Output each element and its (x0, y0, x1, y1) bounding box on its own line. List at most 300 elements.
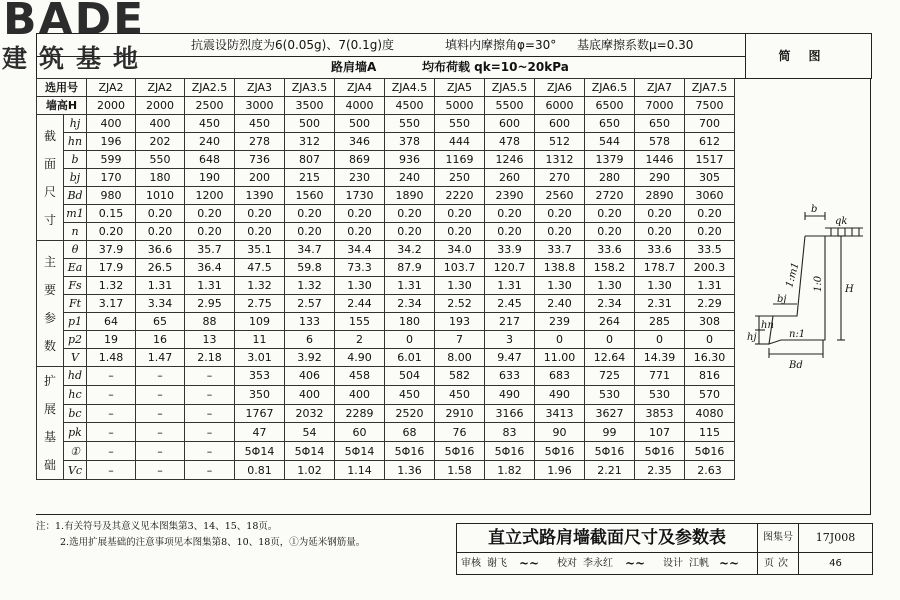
value-cell: 2.52 (435, 295, 485, 313)
symbol-cell: Ea (64, 259, 87, 277)
logo-sub-text: 建筑基地 (2, 44, 151, 73)
value-cell: 47.5 (235, 259, 285, 277)
column-header: ZJA3 (235, 79, 285, 97)
value-cell: 109 (235, 313, 285, 331)
value-cell: 34.2 (385, 241, 435, 259)
value-cell: – (185, 404, 235, 423)
value-cell: 1767 (235, 404, 285, 423)
value-cell: 2 (335, 331, 385, 349)
value-cell: 26.5 (136, 259, 185, 277)
value-cell: 7 (435, 331, 485, 349)
value-cell: – (185, 385, 235, 404)
value-cell: 133 (285, 313, 335, 331)
value-cell: 2.35 (635, 461, 685, 480)
value-cell: 3.34 (136, 295, 185, 313)
symbol-cell: Vc (64, 461, 87, 480)
value-cell: 4080 (685, 404, 735, 423)
value-cell: 0.20 (435, 205, 485, 223)
dim-hj-label: hj (747, 332, 757, 343)
value-cell: 400 (136, 115, 185, 133)
table-header (36, 33, 746, 79)
value-cell: 3.92 (285, 349, 335, 367)
value-cell: 200 (235, 169, 285, 187)
value-cell: 16.30 (685, 349, 735, 367)
value-cell: – (136, 404, 185, 423)
value-cell: 170 (87, 169, 136, 187)
value-cell: 34.4 (335, 241, 385, 259)
dim-h-label: H (845, 284, 854, 295)
table-row-select-no (37, 79, 735, 97)
value-cell: 11.00 (535, 349, 585, 367)
designer-signature: ~~ (719, 556, 740, 570)
note-1: 注：1.有关符号及其意义见本图集第3、14、15、18页。 (36, 521, 278, 532)
value-cell: 305 (685, 169, 735, 187)
value-cell: 350 (235, 385, 285, 404)
value-cell: 240 (185, 133, 235, 151)
value-cell: 1312 (535, 151, 585, 169)
value-cell: 530 (585, 385, 635, 404)
slope-n-label: n:1 (789, 329, 806, 340)
value-cell: 1.30 (335, 277, 385, 295)
title-block (456, 523, 873, 575)
symbol-cell: m1 (64, 205, 87, 223)
table-bottom-border (36, 514, 871, 515)
value-cell: 33.6 (585, 241, 635, 259)
value-cell: 700 (685, 115, 735, 133)
checker-name: 李永红 (583, 558, 613, 569)
value-cell: 980 (87, 187, 136, 205)
value-cell: 807 (285, 151, 335, 169)
table-row (37, 461, 735, 480)
sketch-panel (745, 78, 871, 515)
value-cell: 115 (685, 423, 735, 442)
value-cell: 0.20 (485, 223, 535, 241)
value-cell: 490 (535, 385, 585, 404)
group-label: 主 要 参 数 (37, 241, 64, 367)
column-header: ZJA5.5 (485, 79, 535, 97)
wall-height-label: 墙高H (37, 97, 87, 115)
value-cell: 550 (385, 115, 435, 133)
value-cell: 2910 (435, 404, 485, 423)
value-cell: 0.20 (635, 223, 685, 241)
value-cell: 4.90 (335, 349, 385, 367)
value-cell: 353 (235, 367, 285, 386)
value-cell: 599 (87, 151, 136, 169)
value-cell: 2.34 (385, 295, 435, 313)
dim-bj-label: bj (777, 294, 787, 305)
height-cell: 2000 (136, 97, 185, 115)
value-cell: 158.2 (585, 259, 635, 277)
value-cell: 250 (435, 169, 485, 187)
table-row (37, 205, 735, 223)
value-cell: 3166 (485, 404, 535, 423)
value-cell: 103.7 (435, 259, 485, 277)
value-cell: 1517 (685, 151, 735, 169)
value-cell: 76 (435, 423, 485, 442)
value-cell: 400 (335, 385, 385, 404)
page-number: 46 (829, 558, 842, 569)
value-cell: 35.7 (185, 241, 235, 259)
value-cell: – (136, 385, 185, 404)
group-label: 截 面 尺 寸 (37, 115, 64, 241)
select-no-label: 选用号 (37, 79, 87, 97)
value-cell: 1.32 (285, 277, 335, 295)
value-cell: 3853 (635, 404, 685, 423)
value-cell: 450 (185, 115, 235, 133)
value-cell: 138.8 (535, 259, 585, 277)
value-cell: 1246 (485, 151, 535, 169)
check-label: 校对 (557, 558, 577, 569)
value-cell: 2390 (485, 187, 535, 205)
height-cell: 3500 (285, 97, 335, 115)
table-row (37, 367, 735, 386)
value-cell: 816 (685, 367, 735, 386)
symbol-cell: hj (64, 115, 87, 133)
value-cell: 0.20 (235, 205, 285, 223)
value-cell: 0.20 (385, 205, 435, 223)
value-cell: 0 (635, 331, 685, 349)
fill-friction-angle: 填料内摩擦角φ=30° (445, 38, 557, 52)
value-cell: 155 (335, 313, 385, 331)
header-conditions (37, 34, 746, 57)
table-row (37, 133, 735, 151)
value-cell: 0.20 (87, 223, 136, 241)
value-cell: 2289 (335, 404, 385, 423)
symbol-cell: hc (64, 385, 87, 404)
value-cell: 180 (385, 313, 435, 331)
value-cell: 5Φ16 (685, 442, 735, 461)
value-cell: 35.1 (235, 241, 285, 259)
symbol-cell: bc (64, 404, 87, 423)
table-row (37, 349, 735, 367)
dim-qk-label: qk (835, 216, 848, 227)
value-cell: 0.20 (335, 205, 385, 223)
atlas-no-label: 图集号 (758, 524, 799, 553)
value-cell: 8.00 (435, 349, 485, 367)
table-row (37, 187, 735, 205)
value-cell: 0.20 (285, 223, 335, 241)
column-header: ZJA4.5 (385, 79, 435, 97)
value-cell: 1169 (435, 151, 485, 169)
value-cell: 0.20 (485, 205, 535, 223)
symbol-cell: hn (64, 133, 87, 151)
value-cell: 771 (635, 367, 685, 386)
value-cell: 73.3 (335, 259, 385, 277)
value-cell: 582 (435, 367, 485, 386)
group-label: 扩 展 基 础 (37, 367, 64, 480)
value-cell: 400 (87, 115, 136, 133)
symbol-cell: p1 (64, 313, 87, 331)
value-cell: 19 (87, 331, 136, 349)
symbol-cell: hd (64, 367, 87, 386)
value-cell: 1.30 (435, 277, 485, 295)
value-cell: 280 (585, 169, 635, 187)
value-cell: 450 (385, 385, 435, 404)
dim-b-label: b (811, 204, 818, 215)
symbol-cell: b (64, 151, 87, 169)
value-cell: 239 (535, 313, 585, 331)
value-cell: 59.8 (285, 259, 335, 277)
value-cell: – (136, 461, 185, 480)
value-cell: 1446 (635, 151, 685, 169)
value-cell: 400 (285, 385, 335, 404)
value-cell: – (87, 367, 136, 386)
value-cell: 2.95 (185, 295, 235, 313)
value-cell: 240 (385, 169, 435, 187)
value-cell: 11 (235, 331, 285, 349)
value-cell: 99 (585, 423, 635, 442)
column-header: ZJA7.5 (685, 79, 735, 97)
value-cell: 869 (335, 151, 385, 169)
height-cell: 2000 (87, 97, 136, 115)
wall-type: 路肩墙A (331, 60, 377, 74)
value-cell: 2.40 (535, 295, 585, 313)
value-cell: 1.36 (385, 461, 435, 480)
table-row (37, 404, 735, 423)
value-cell: 478 (485, 133, 535, 151)
value-cell: 5Φ14 (285, 442, 335, 461)
value-cell: 450 (435, 385, 485, 404)
value-cell: 0.20 (535, 223, 585, 241)
value-cell: 0.20 (635, 205, 685, 223)
value-cell: 0.20 (285, 205, 335, 223)
column-header: ZJA6 (535, 79, 585, 97)
value-cell: 550 (435, 115, 485, 133)
height-cell: 7500 (685, 97, 735, 115)
table-row (37, 151, 735, 169)
value-cell: 33.6 (635, 241, 685, 259)
symbol-cell: pk (64, 423, 87, 442)
value-cell: 0.20 (185, 205, 235, 223)
table-row (37, 115, 735, 133)
value-cell: 1200 (185, 187, 235, 205)
table-row (37, 277, 735, 295)
signature-row (457, 553, 758, 574)
symbol-cell: ① (64, 442, 87, 461)
value-cell: 260 (485, 169, 535, 187)
atlas-no: 17J008 (799, 524, 872, 553)
value-cell: 2720 (585, 187, 635, 205)
value-cell: 308 (685, 313, 735, 331)
value-cell: 1.32 (87, 277, 136, 295)
value-cell: 180 (136, 169, 185, 187)
value-cell: 60 (335, 423, 385, 442)
value-cell: 200.3 (685, 259, 735, 277)
value-cell: – (136, 442, 185, 461)
value-cell: 504 (385, 367, 435, 386)
value-cell: 2.44 (335, 295, 385, 313)
value-cell: 544 (585, 133, 635, 151)
column-header: ZJA2 (136, 79, 185, 97)
uniform-load: 均布荷载 qk=10~20kPa (422, 60, 569, 74)
value-cell: 1.02 (285, 461, 335, 480)
value-cell: 458 (335, 367, 385, 386)
checker-signature: ~~ (625, 556, 646, 570)
symbol-cell: Ft (64, 295, 87, 313)
value-cell: 1.32 (235, 277, 285, 295)
value-cell: 1.82 (485, 461, 535, 480)
value-cell: 36.6 (136, 241, 185, 259)
column-header: ZJA3.5 (285, 79, 335, 97)
value-cell: 0 (535, 331, 585, 349)
value-cell: – (87, 442, 136, 461)
value-cell: 13 (185, 331, 235, 349)
value-cell: 1379 (585, 151, 635, 169)
value-cell: 5Φ16 (385, 442, 435, 461)
table-row (37, 313, 735, 331)
value-cell: 500 (335, 115, 385, 133)
table-row (37, 442, 735, 461)
symbol-cell: θ (64, 241, 87, 259)
table-row-height (37, 97, 735, 115)
value-cell: 2.31 (635, 295, 685, 313)
value-cell: 1890 (385, 187, 435, 205)
value-cell: 2.21 (585, 461, 635, 480)
value-cell: 1560 (285, 187, 335, 205)
review-label: 审核 (461, 558, 481, 569)
value-cell: 0.20 (136, 205, 185, 223)
value-cell: 0 (385, 331, 435, 349)
drawing-title: 直立式路肩墙截面尺寸及参数表 (457, 524, 758, 553)
value-cell: 600 (535, 115, 585, 133)
value-cell: 1.31 (385, 277, 435, 295)
value-cell: 83 (485, 423, 535, 442)
value-cell: 33.9 (485, 241, 535, 259)
value-cell: 17.9 (87, 259, 136, 277)
value-cell: 725 (585, 367, 635, 386)
value-cell: 1730 (335, 187, 385, 205)
column-header: ZJA6.5 (585, 79, 635, 97)
table-row (37, 331, 735, 349)
value-cell: 2.34 (585, 295, 635, 313)
designer-name: 江帆 (689, 558, 709, 569)
column-header: ZJA2.5 (185, 79, 235, 97)
value-cell: 2.63 (685, 461, 735, 480)
value-cell: – (87, 404, 136, 423)
value-cell: 0.20 (585, 205, 635, 223)
logo-main-text: BADE (3, 0, 146, 45)
value-cell: 936 (385, 151, 435, 169)
value-cell: 0.20 (335, 223, 385, 241)
value-cell: 230 (335, 169, 385, 187)
value-cell: 1.30 (635, 277, 685, 295)
value-cell: 0 (585, 331, 635, 349)
ratio-label: 1:0 (813, 275, 824, 292)
value-cell: 648 (185, 151, 235, 169)
column-header: ZJA4 (335, 79, 385, 97)
table-row (37, 423, 735, 442)
value-cell: – (185, 442, 235, 461)
page-label: 页次 (758, 553, 799, 574)
value-cell: – (185, 461, 235, 480)
value-cell: 5Φ16 (635, 442, 685, 461)
value-cell: – (87, 461, 136, 480)
value-cell: 1.31 (136, 277, 185, 295)
value-cell: 33.7 (535, 241, 585, 259)
value-cell: 90 (535, 423, 585, 442)
seismic-intensity: 抗震设防烈度为6(0.05g)、7(0.1g)度 (191, 38, 395, 52)
value-cell: 1.31 (685, 277, 735, 295)
value-cell: 37.9 (87, 241, 136, 259)
value-cell: 3413 (535, 404, 585, 423)
parameter-table (36, 78, 735, 480)
value-cell: 683 (535, 367, 585, 386)
value-cell: 14.39 (635, 349, 685, 367)
value-cell: 0.20 (185, 223, 235, 241)
height-cell: 5000 (435, 97, 485, 115)
value-cell: 0.20 (585, 223, 635, 241)
table-row (37, 223, 735, 241)
column-header: ZJA5 (435, 79, 485, 97)
value-cell: 0 (685, 331, 735, 349)
value-cell: 0.20 (435, 223, 485, 241)
value-cell: 444 (435, 133, 485, 151)
value-cell: 190 (185, 169, 235, 187)
value-cell: 12.64 (585, 349, 635, 367)
column-header: ZJA2 (87, 79, 136, 97)
value-cell: 1.31 (185, 277, 235, 295)
value-cell: 36.4 (185, 259, 235, 277)
value-cell: 120.7 (485, 259, 535, 277)
value-cell: 5Φ14 (335, 442, 385, 461)
notes (36, 519, 456, 551)
value-cell: 0.20 (535, 205, 585, 223)
value-cell: 378 (385, 133, 435, 151)
value-cell: 633 (485, 367, 535, 386)
value-cell: 550 (136, 151, 185, 169)
value-cell: 65 (136, 313, 185, 331)
value-cell: 0.81 (235, 461, 285, 480)
value-cell: 34.0 (435, 241, 485, 259)
height-cell: 4000 (335, 97, 385, 115)
symbol-cell: Fs (64, 277, 87, 295)
value-cell: 0.20 (385, 223, 435, 241)
value-cell: 88 (185, 313, 235, 331)
value-cell: 1.30 (585, 277, 635, 295)
value-cell: 193 (435, 313, 485, 331)
value-cell: 54 (285, 423, 335, 442)
value-cell: 68 (385, 423, 435, 442)
value-cell: 215 (285, 169, 335, 187)
value-cell: 64 (87, 313, 136, 331)
height-cell: 4500 (385, 97, 435, 115)
value-cell: 47 (235, 423, 285, 442)
value-cell: 5Φ16 (435, 442, 485, 461)
value-cell: 1.47 (136, 349, 185, 367)
height-cell: 2500 (185, 97, 235, 115)
value-cell: 6.01 (385, 349, 435, 367)
value-cell: 87.9 (385, 259, 435, 277)
value-cell: 346 (335, 133, 385, 151)
value-cell: 270 (535, 169, 585, 187)
value-cell: 0.20 (685, 205, 735, 223)
value-cell: – (87, 385, 136, 404)
value-cell: 600 (485, 115, 535, 133)
height-cell: 6000 (535, 97, 585, 115)
value-cell: 2520 (385, 404, 435, 423)
note-2: 2.选用扩展基础的注意事项见本图集第8、10、18页，①为延米钢筋量。 (60, 537, 366, 548)
value-cell: 490 (485, 385, 535, 404)
value-cell: 2220 (435, 187, 485, 205)
value-cell: 1.96 (535, 461, 585, 480)
value-cell: 3.01 (235, 349, 285, 367)
value-cell: 450 (235, 115, 285, 133)
value-cell: – (185, 423, 235, 442)
header-wall-load (37, 56, 746, 78)
value-cell: 2032 (285, 404, 335, 423)
value-cell: 6 (285, 331, 335, 349)
wall-section-sketch (745, 78, 870, 514)
